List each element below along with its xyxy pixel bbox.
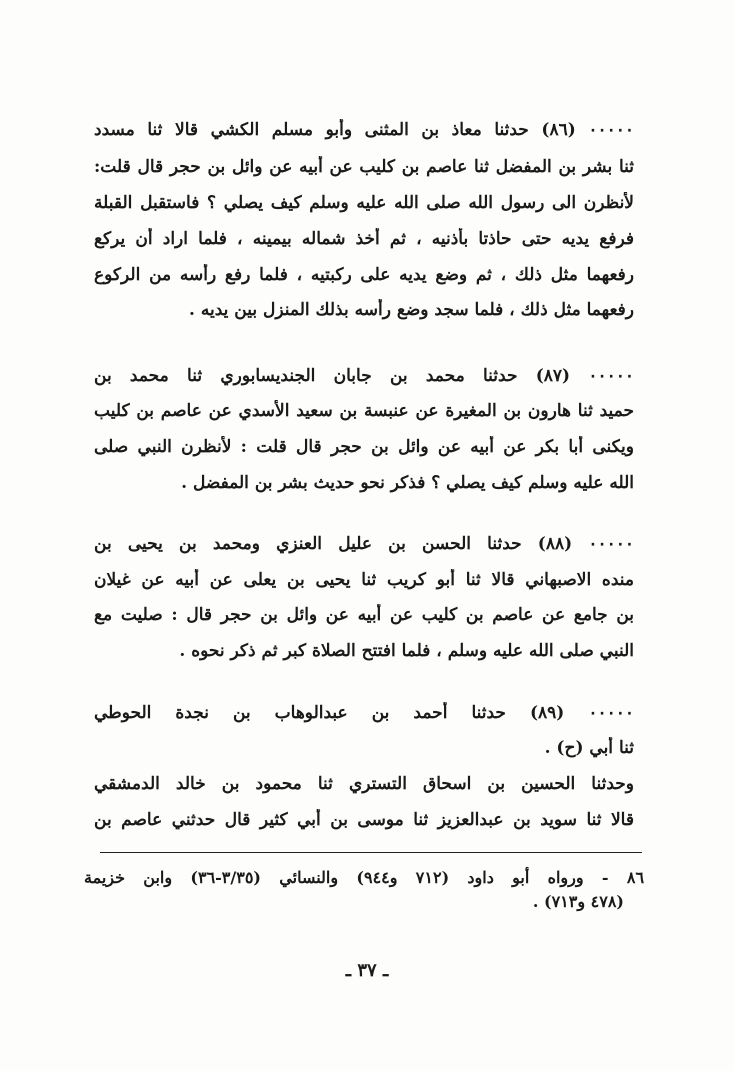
chain-continuation-line-1: وحدثنا الحسين بن اسحاق التستري ثنا محمود بن خالد الدمشقي bbox=[94, 774, 634, 794]
hadith-87-line-4: الله عليه وسلم كيف يصلي ؟ فذكر نحو حديث بشر بن المفضل . bbox=[181, 473, 634, 493]
hadith-86-line-5: رفعهما مثل ذلك ، ثم وضع يديه على ركبتيه ، فلما رفع رأسه من الركوع bbox=[94, 265, 634, 285]
page-number: ـ ٣٧ ـ bbox=[345, 960, 389, 981]
hadith-88-line-2: منده الاصبهاني قالا ثنا أبو كريب ثنا يحيى بن يعلى عن أبيه عن غيلان bbox=[94, 570, 634, 590]
hadith-86-line-3: لأنظرن الى رسول الله صلى الله عليه وسلم كيف يصلي ؟ فاستقبل القبلة bbox=[94, 193, 634, 213]
hadith-88-line-3: بن جامع عن عاصم بن كليب عن أبيه عن وائل بن حجر قال : صليت مع bbox=[94, 605, 634, 625]
footnote-86-line-1: ٨٦ - ورواه أبو داود (٧١٢ و٩٤٤) والنسائي (٣/٣٥-٣٦) وابن خزيمة bbox=[84, 868, 645, 887]
chain-continuation-line-2: قالا ثنا سويد بن عبدالعزيز ثنا موسى بن أبي كثير قال حدثني عاصم بن bbox=[94, 810, 634, 830]
hadith-86-line-6: رفعهما مثل ذلك ، فلما سجد وضع رأسه بذلك المنزل بين يديه . bbox=[189, 300, 634, 320]
hadith-87-line-2: حميد ثنا هارون بن المغيرة عن عنبسة بن سعيد الأسدي عن عاصم بن كليب bbox=[94, 401, 634, 421]
hadith-88-line-1: ٠٠٠٠٠ (٨٨) حدثنا الحسن بن عليل العنزي ومحمد بن يحيى بن bbox=[94, 534, 634, 554]
footnote-86-line-2: (٤٧٨ و٧١٣) . bbox=[532, 892, 624, 911]
hadith-87-line-1: ٠٠٠٠٠ (٨٧) حدثنا محمد بن جابان الجنديسابوري ثنا محمد بن bbox=[94, 366, 634, 386]
hadith-86-line-4: فرفع يديه حتى حاذتا بأذنيه ، ثم أخذ شماله بيمينه ، فلما اراد أن يركع bbox=[94, 229, 634, 249]
hadith-86-line-1: ٠٠٠٠٠ (٨٦) حدثنا معاذ بن المثنى وأبو مسلم الكشي قالا ثنا مسدد bbox=[94, 120, 634, 140]
footnote-separator bbox=[100, 852, 642, 853]
hadith-87-line-3: ويكنى أبا بكر عن أبيه عن وائل بن حجر قال قلت : لأنظرن النبي صلى bbox=[94, 437, 634, 457]
hadith-89-line-1: ٠٠٠٠٠ (٨٩) حدثنا أحمد بن عبدالوهاب بن نجدة الحوطي bbox=[94, 703, 634, 723]
hadith-88-line-4: النبي صلى الله عليه وسلم ، فلما افتتح الصلاة كبر ثم ذكر نحوه . bbox=[179, 641, 634, 661]
hadith-86-line-2: ثنا بشر بن المفضل ثنا عاصم بن كليب عن أبيه عن وائل بن حجر قال قلت: bbox=[94, 157, 634, 177]
hadith-89-line-2: ثنا أبي (ح) . bbox=[544, 738, 634, 758]
